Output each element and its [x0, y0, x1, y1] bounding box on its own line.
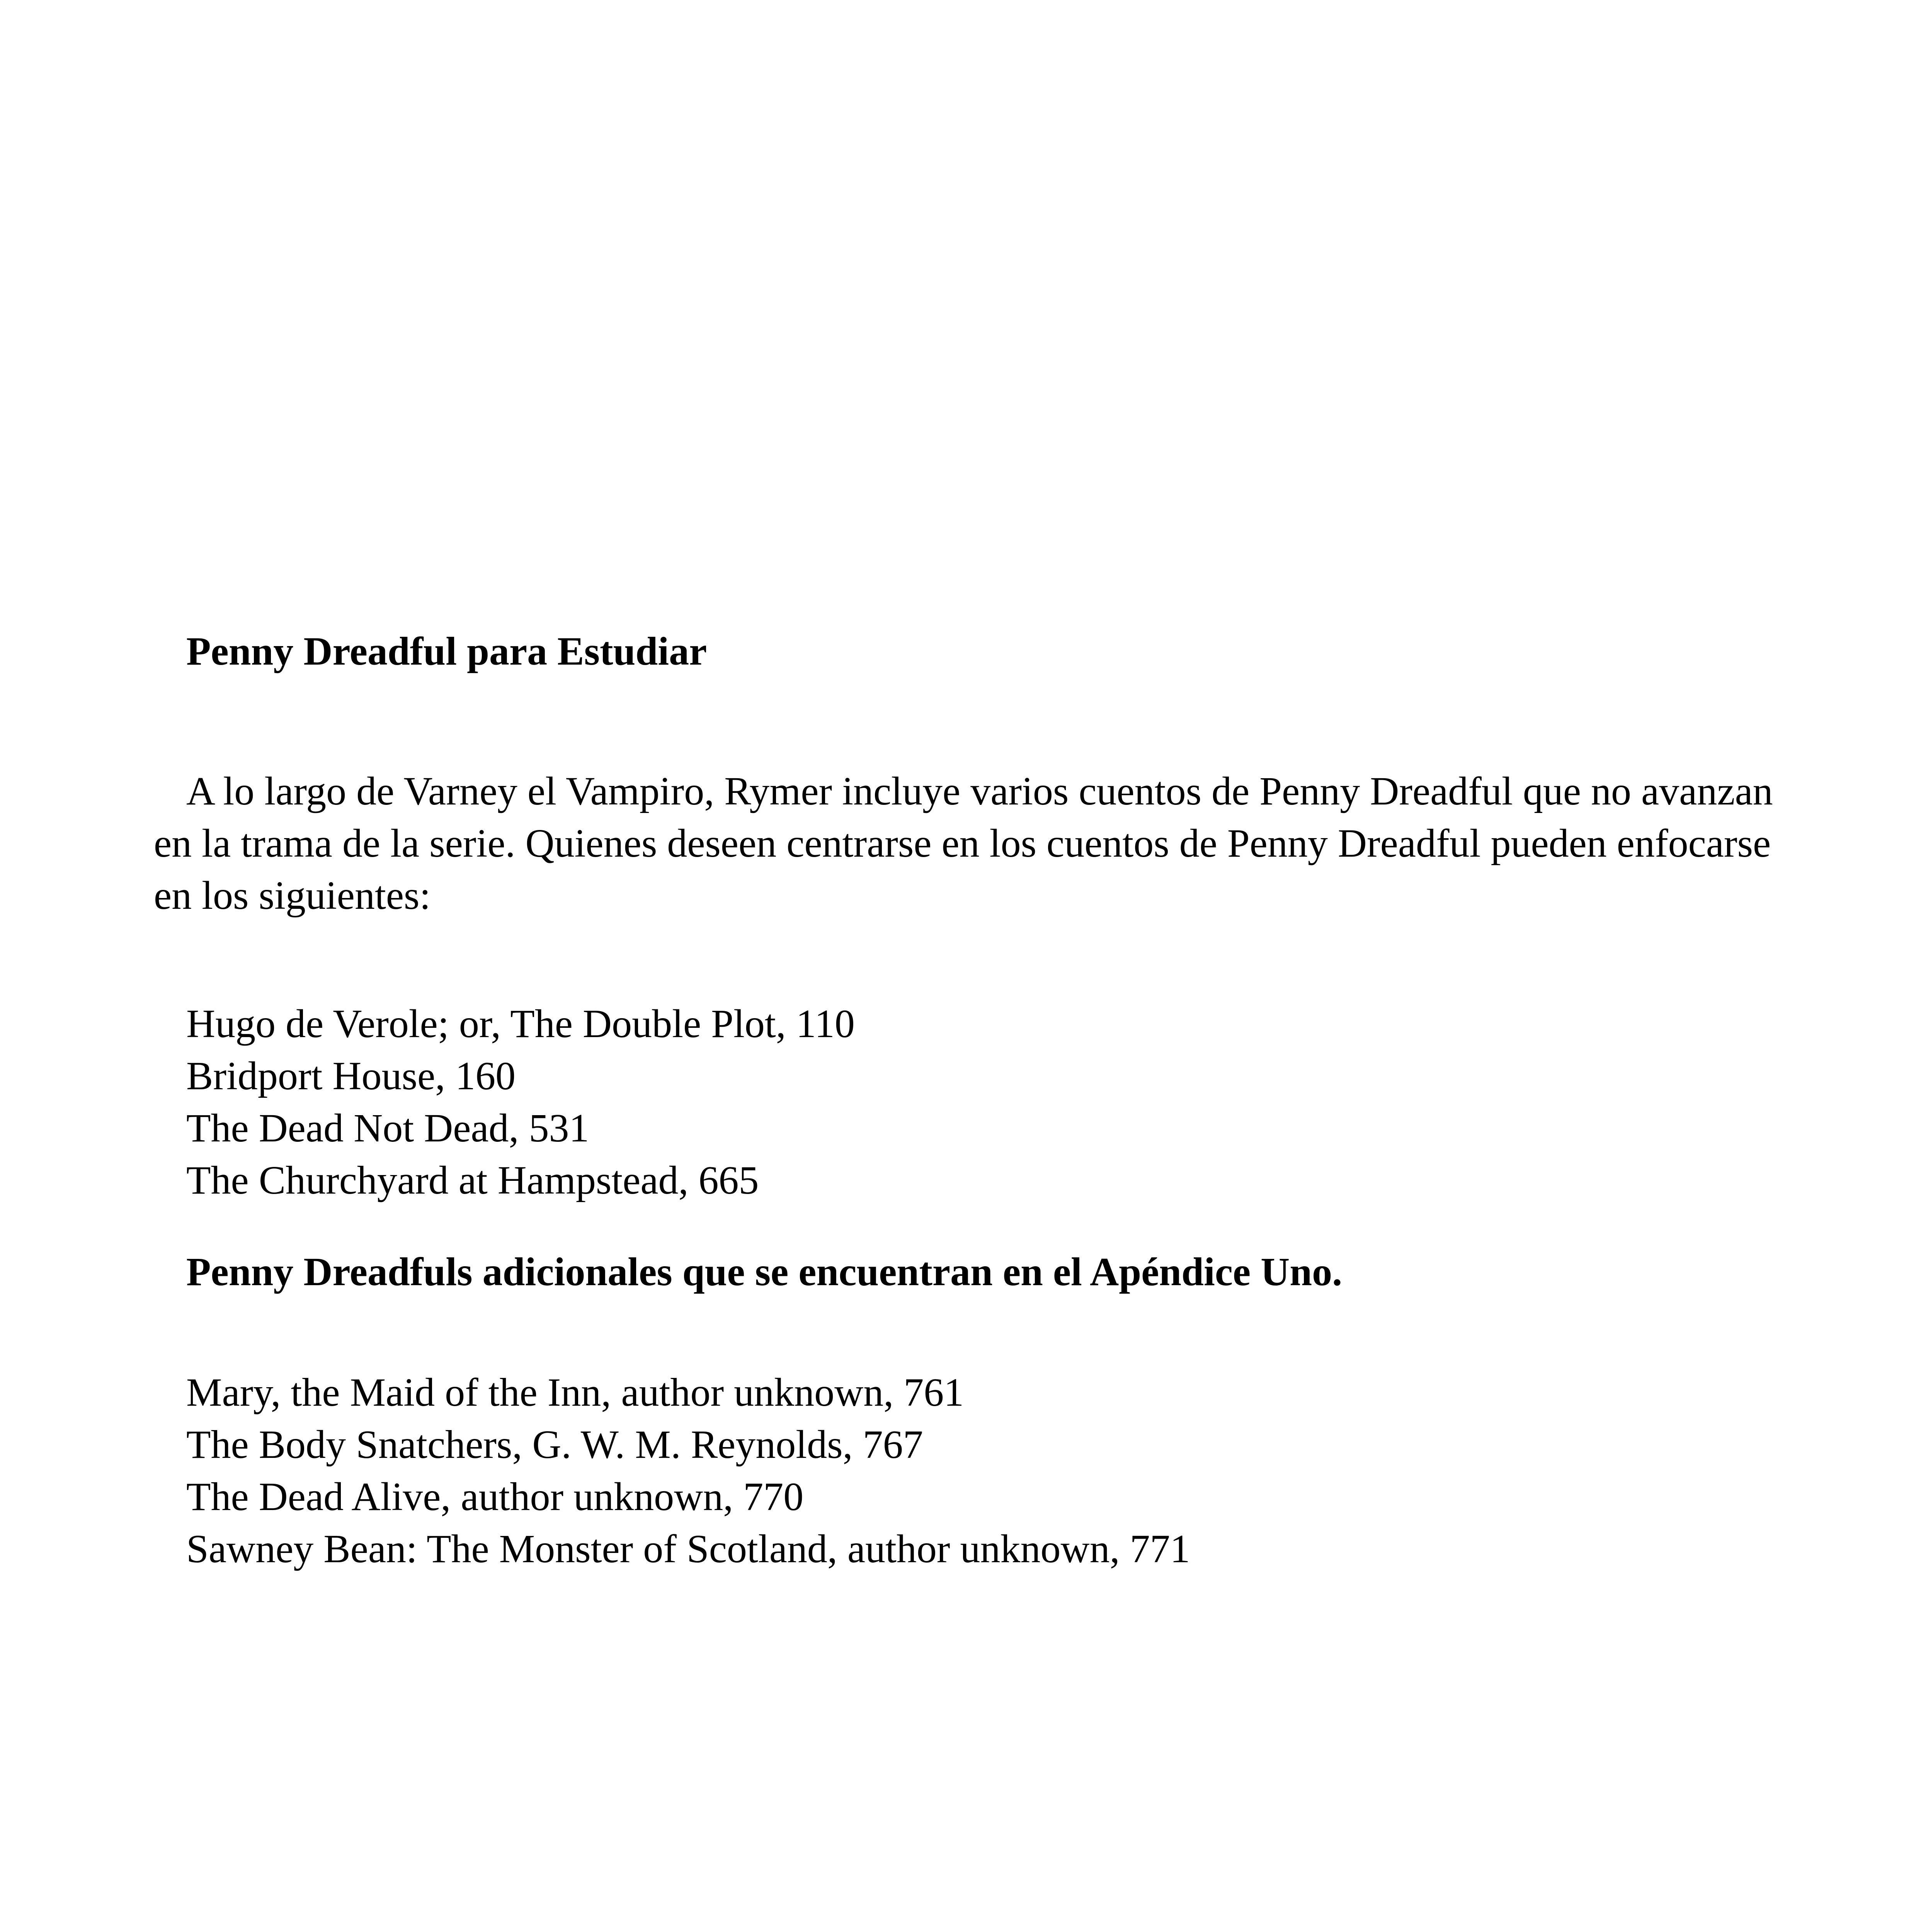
list-item: The Churchyard at Hampstead, 665: [186, 1158, 759, 1202]
list-item: Hugo de Verole; or, The Double Plot, 110: [186, 1002, 855, 1046]
intro-paragraph: A lo largo de Varney el Vampiro, Rymer incluye varios cuentos de Penny Dreadful que no avanzan en la trama de la serie. Quienes deseen centrarse en los cuentos de Penny Dreadful pueden enfocarse en los siguientes:: [154, 769, 1773, 918]
story-list: [186, 998, 855, 1206]
list-item: Mary, the Maid of the Inn, author unknown, 761: [186, 1370, 964, 1415]
section-heading-study: Penny Dreadful para Estudiar: [186, 629, 707, 673]
list-item: The Body Snatchers, G. W. M. Reynolds, 767: [186, 1422, 923, 1467]
list-item: Sawney Bean: The Monster of Scotland, author unknown, 771: [186, 1527, 1190, 1571]
list-item: The Dead Alive, author unknown, 770: [186, 1475, 804, 1519]
appendix-story-list: [186, 1366, 1190, 1575]
list-item: The Dead Not Dead, 531: [186, 1106, 589, 1150]
list-item: Bridport House, 160: [186, 1054, 516, 1098]
section-heading-appendix: Penny Dreadfuls adicionales que se encuentran en el Apéndice Uno.: [186, 1250, 1343, 1294]
